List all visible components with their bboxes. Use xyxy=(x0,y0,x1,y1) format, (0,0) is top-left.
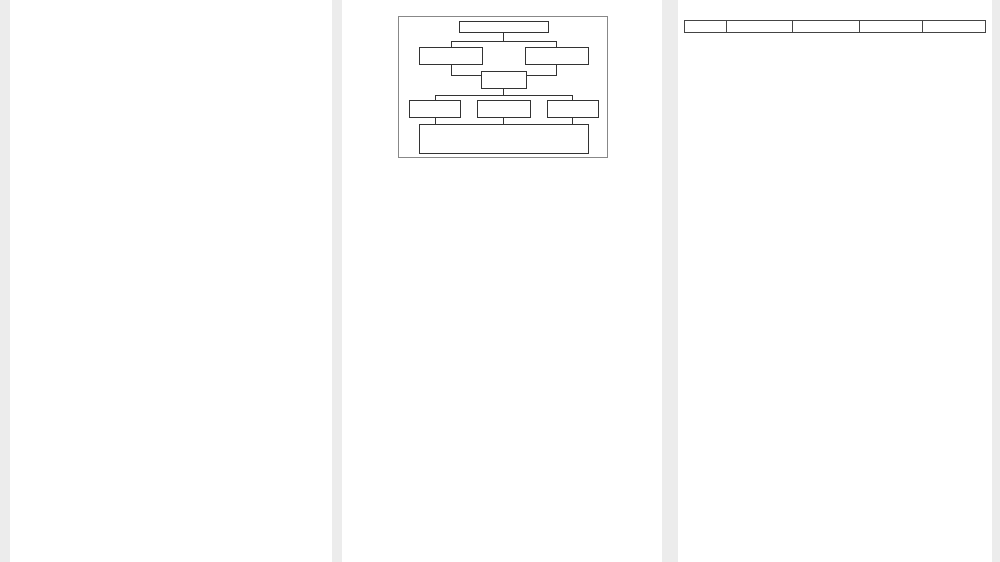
diagram-connector xyxy=(503,33,504,41)
document-page-middle xyxy=(342,0,662,562)
document-page-right xyxy=(678,0,992,562)
swot-table xyxy=(684,20,986,33)
column-header xyxy=(793,21,859,33)
column-header xyxy=(922,21,985,33)
diagram-connector xyxy=(435,95,573,96)
column-header xyxy=(859,21,922,33)
diagram-box-evaluation xyxy=(477,100,531,118)
diagram-box-moral-system xyxy=(419,47,483,65)
diagram-box-goals xyxy=(459,21,549,33)
table-header-row xyxy=(685,21,986,33)
diagram-box-focus xyxy=(481,71,527,89)
diagram-box-teachers xyxy=(409,100,461,118)
strategy-diagram xyxy=(398,16,608,158)
diagram-connector xyxy=(556,65,557,75)
column-header xyxy=(727,21,793,33)
diagram-connector xyxy=(451,41,557,42)
document-page-left xyxy=(10,0,332,562)
diagram-box-management xyxy=(547,100,599,118)
column-header xyxy=(685,21,727,33)
diagram-box-curriculum-system xyxy=(525,47,589,65)
diagram-box-platform xyxy=(419,124,589,154)
diagram-connector xyxy=(451,65,452,75)
